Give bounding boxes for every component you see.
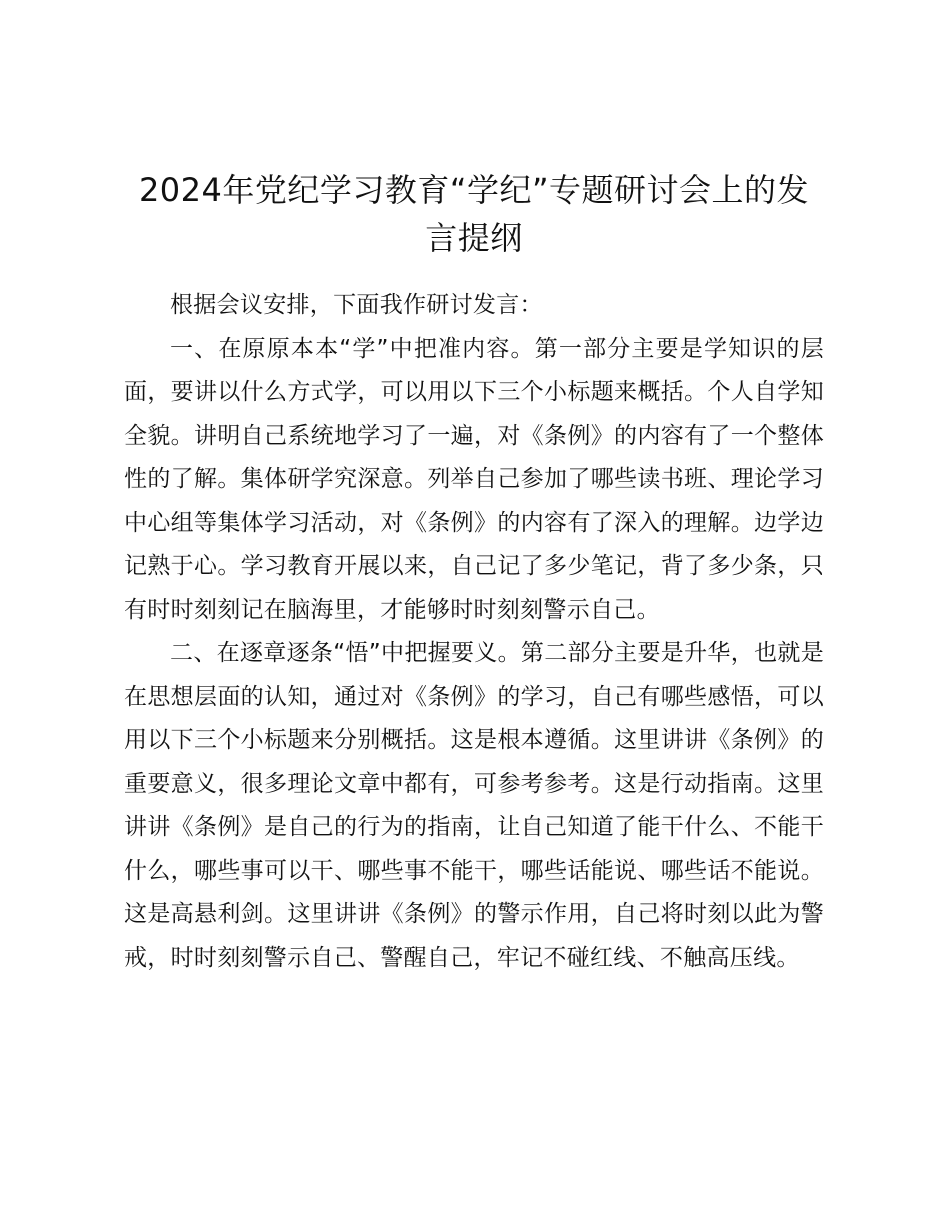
document-page <box>124 166 824 980</box>
paragraph-section-two: 二、在逐章逐条“悟”中把握要义。第二部分主要是升华，也就是在思想层面的认知，通过对《条例》的学习，自己有哪些感悟，可以用以下三个小标题来分别概括。这是根本遵循。这里讲讲《条例》的重要意义，很多理论文章中都有，可参考参考。这是行动指南。这里讲讲《条例》是自己的行为的指南，让自己知道了能干什么、不能干什么，哪些事可以干、哪些事不能干，哪些话能说、哪些话不能说。这是高悬利剑。这里讲讲《条例》的警示作用，自己将时刻以此为警戒，时时刻刻警示自己、警醒自己，牢记不碰红线、不触高压线。 <box>124 640 824 971</box>
paragraph-section-one: 一、在原原本本“学”中把准内容。第一部分主要是学知识的层面，要讲以什么方式学，可以用以下三个小标题来概括。个人自学知全貌。讲明自己系统地学习了一遍，对《条例》的内容有了一个整体性的了解。集体研学究深意。列举自己参加了哪些读书班、理论学习中心组等集体学习活动，对《条例》的内容有了深入的理解。边学边记熟于心。学习教育开展以来，自己记了多少笔记，背了多少条，只有时时刻刻记在脑海里，才能够时时刻刻警示自己。 <box>124 335 824 623</box>
document-body <box>124 284 824 980</box>
paragraph-intro: 根据会议安排，下面我作研讨发言： <box>170 292 543 318</box>
document-title: 2024年党纪学习教育“学纪”专题研讨会上的发言提纲 <box>138 171 810 257</box>
